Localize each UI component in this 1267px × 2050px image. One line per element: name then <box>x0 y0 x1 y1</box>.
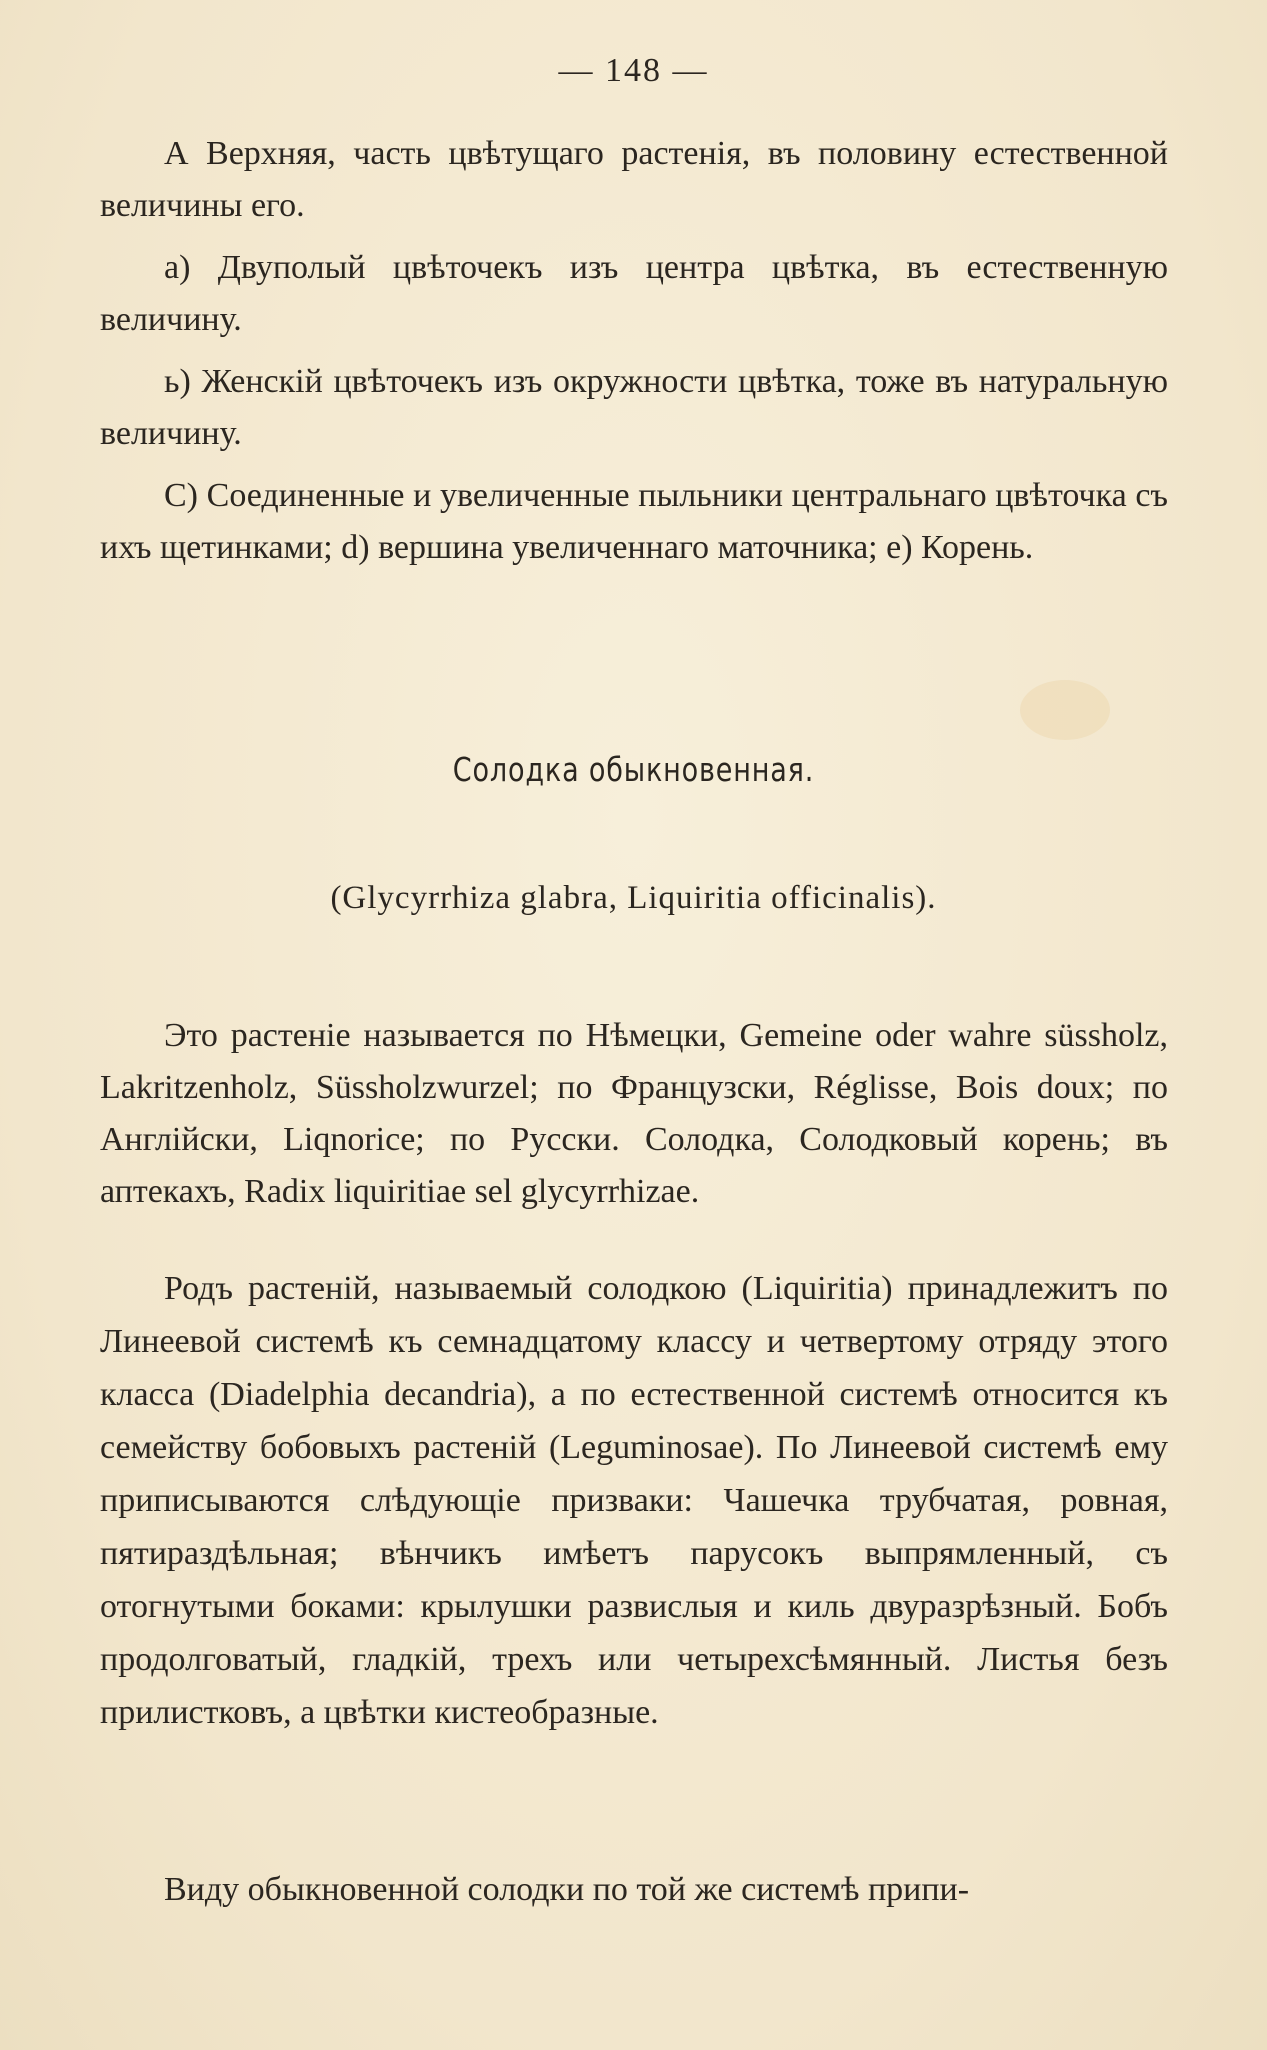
caption-item-A: А Верхняя, часть цвѣтущаго растенія, въ половину естественной величины его. <box>100 135 1168 224</box>
section-title: Солодка обыкновенная. <box>452 750 815 789</box>
page-number: — 148 — <box>558 52 709 89</box>
paragraph-genus-text: Родъ растеній, называемый солодкою (Liquiritia) принадлежитъ по Линеевой системѣ къ семнадцатому классу и четвертому отряду этого класса (Diadelphia decandria), а по естественной системѣ относится къ семейству бобовыхъ растеній (Leguminosae). По Линеевой системѣ ему приписываются слѣдующіе призваки: Чашечка трубчатая, ровная, пятираздѣльная; вѣнчикъ имѣетъ парусокъ выпрямленный, съ отогнутыми боками: крылушки развислыя и киль двуразрѣзный. Бобъ продолговатый, гладкій, трехъ или четырехсѣмянный. Листья безъ прилистковъ, а цвѣтки кистеобразные. <box>100 1270 1168 1731</box>
paper-stain <box>1020 680 1110 740</box>
caption-item-a: а) Двуполый цвѣточекъ изъ центра цвѣтка, въ естественную величину. <box>100 249 1168 338</box>
caption-item-c: С) Соединенные и увеличенные пыльники центральнаго цвѣточка съ ихъ щетинками; d) вершина увеличеннаго маточника; е) Корень. <box>100 477 1168 566</box>
paragraph-genus <box>100 1262 1168 1739</box>
paragraph-names <box>100 1010 1168 1218</box>
paragraph-species <box>100 1864 1168 1916</box>
figure-caption <box>100 128 1168 574</box>
paragraph-names-text: Это растеніе называется по Нѣмецки, Gemeine oder wahre süssholz, Lakritzenholz, Süssholzwurzel; по Французски, Réglisse, Bois doux; по Англійски, Liqnorice; по Русски. Солодка, Солодковый корень; въ аптекахъ, Radix liquiritiae sel glycyrrhizae. <box>100 1017 1168 1210</box>
caption-item-b: ь) Женскій цвѣточекъ изъ окружности цвѣтка, тоже въ натуральную величину. <box>100 363 1168 452</box>
paragraph-species-text: Виду обыкновенной солодки по той же системѣ припи- <box>164 1871 970 1908</box>
latin-name: (Glycyrrhiza glabra, Liquiritia officinalis). <box>330 880 937 916</box>
